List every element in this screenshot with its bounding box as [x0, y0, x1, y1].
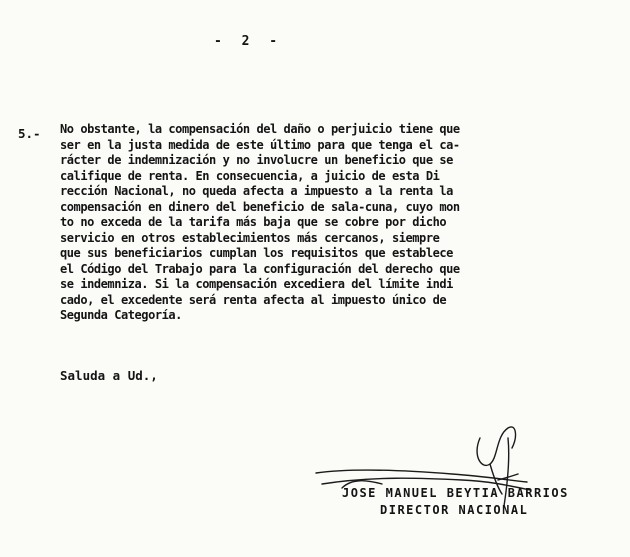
closing-salutation: Saluda a Ud.,: [60, 368, 158, 383]
section-paragraph: [60, 122, 605, 324]
paragraph-line: to no exceda de la tarifa más baja que se cobre por dicho: [60, 215, 447, 229]
paragraph-line: el Código del Trabajo para la configuración del derecho que: [60, 261, 460, 276]
paragraph-line: se indemniza. Si la compensación excediera del límite indi: [60, 277, 453, 291]
signatory-name: JOSE MANUEL BEYTIA BARRIOS: [342, 486, 569, 500]
paragraph-line: No obstante, la compensación del daño o perjuicio tiene que: [60, 122, 460, 136]
page-number: - 2 -: [214, 34, 284, 49]
paragraph-line: compensación en dinero del beneficio de sala-cuna, cuyo mon: [60, 199, 460, 214]
paragraph-line: que sus beneficiarios cumplan los requisitos que establece: [60, 246, 453, 260]
paragraph-line: rección Nacional, no queda afecta a impuesto a la renta la: [60, 184, 453, 198]
paragraph-line: servicio en otros establecimientos más cercanos, siempre: [60, 230, 440, 245]
signatory-title: DIRECTOR NACIONAL: [380, 503, 529, 517]
paragraph-line: rácter de indemnización y no involucre un beneficio que se: [60, 153, 453, 167]
paragraph-line: califique de renta. En consecuencia, a juicio de esta Di: [60, 168, 440, 183]
paragraph-line: Segunda Categoría.: [60, 308, 182, 322]
paragraph-line: cado, el excedente será renta afecta al impuesto único de: [60, 292, 447, 307]
section-number: 5.-: [18, 126, 41, 141]
paragraph-line: ser en la justa medida de este último para que tenga el ca-: [60, 137, 460, 152]
